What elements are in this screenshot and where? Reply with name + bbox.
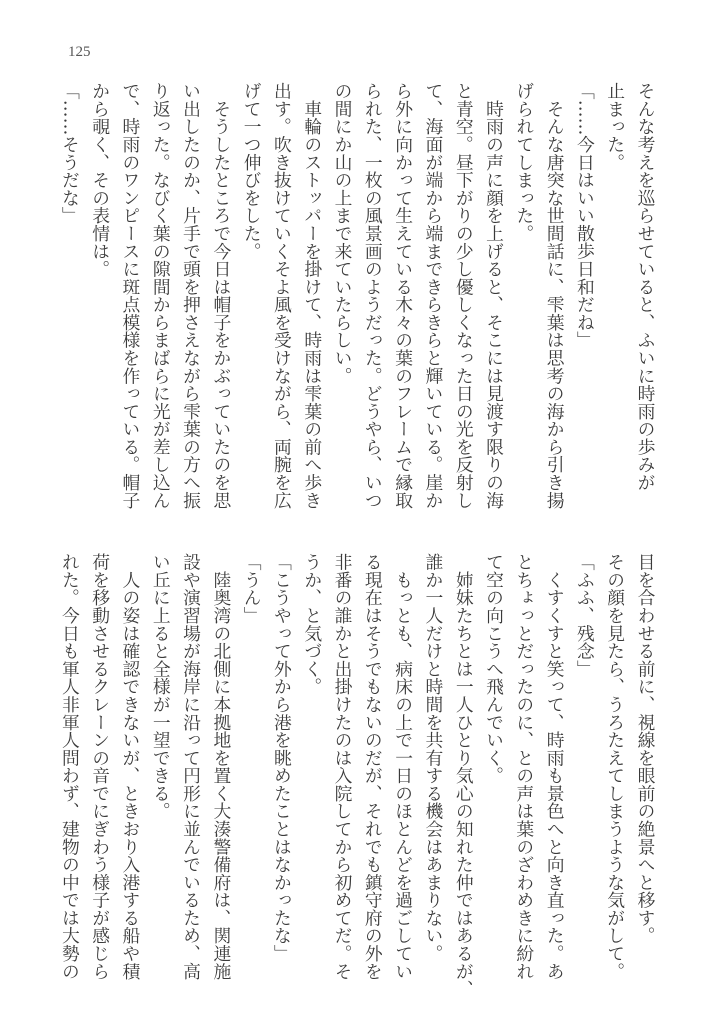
text-line: と青空。昼下がりの少し優しくなった日の光を反射し [453,82,475,509]
text-line: 陸奥湾の北側に本拠地を置く大湊警備府は、関連施 [210,553,232,980]
text-line: い出したのか、片手で頭を押さえながら雫葉の方へ振 [180,82,202,509]
text-line: り返った。なびく葉の隙間からまばらに光が差し込ん [150,82,172,509]
text-line: 車輪のストッパーを掛けて、時雨は雫葉の前へ歩き [301,82,323,509]
text-line: の間にか山の上まで来ていたらしい。 [332,82,354,385]
text-line: そんな唐突な世間話に、雫葉は思考の海から引き揚 [544,82,566,509]
text-line: げて一つ伸びをした。 [241,82,263,260]
text-line: うか、と気づく。 [301,553,323,696]
text-line: れた。今日も軍人非軍人問わず、建物の中では大勢の [59,553,81,980]
text-line: て、海面が端から端まできらきらと輝いている。崖か [422,82,444,509]
text-line: 「うん」 [241,553,263,625]
text-line: 出す。吹き抜けていくそよ風を受けながら、両腕を広 [271,82,293,509]
text-line: とちょっとだったのに、との声は葉のざわめきに紛れ [513,553,535,980]
text-line: もっとも、病床の上で一日のほとんどを過ごしてい [392,553,414,980]
text-line: 設や演習場が海岸に沿って円形に並んでいるため、高 [180,553,202,980]
text-line: る現在はそうでもないのだが、それでも鎮守府の外を [362,553,384,980]
text-line: そうしたところで今日は帽子をかぶっていたのを思 [210,82,232,509]
text-line: ら外に向かって生えている木々の葉のフレームで縁取 [392,82,414,509]
text-line: い丘に上ると全様が一望できる。 [150,553,172,820]
text-line: 非番の誰かと出掛けたのは入院してから初めてだ。そ [332,553,354,980]
text-block-top [54,82,660,522]
text-line: 時雨の声に顔を上げると、そこには見渡す限りの海 [483,82,505,509]
text-line: 姉妹たちとは一人ひとり気心の知れた仲ではあるが、 [453,553,475,998]
text-line: 人の姿は確認できないが、ときおり入港する船や積 [119,553,141,980]
text-line: 荷を移動させるクレーンの音でにぎわう様子が感じら [89,553,111,980]
text-line: 「ふふ、残念」 [574,553,596,678]
text-line: で、時雨のワンピースに斑点模様を作っている。帽子 [119,82,141,509]
text-line: から覗く、その表情は。 [89,82,111,278]
text-line: て空の向こうへ飛んでいく。 [483,553,505,785]
text-line: られた、一枚の風景画のようだった。どうやら、いつ [362,82,384,509]
page-number: 125 [68,44,91,60]
text-line: 止まった。 [604,82,626,171]
text-line: 目を合わせる前に、視線を眼前の絶景へと移す。 [635,553,656,945]
text-line: くすくすと笑って、時雨も景色へと向き直った。あ [544,553,566,980]
text-block-bottom [54,553,660,998]
text-line: 「こうやって外から港を眺めたことはなかったな」 [271,553,293,963]
text-line: 「……今日はいい散歩日和だね」 [574,82,596,349]
text-line: そんな考えを巡らせていると、ふいに時雨の歩みが [635,82,656,492]
text-line: 誰か一人だけと時間を共有する機会はあまりない。 [422,553,444,963]
text-line: その顔を見たら、うろたえてしまうような気がして。 [604,553,626,980]
text-line: げられてしまった。 [513,82,535,243]
text-line: 「……そうだな」 [59,82,81,225]
